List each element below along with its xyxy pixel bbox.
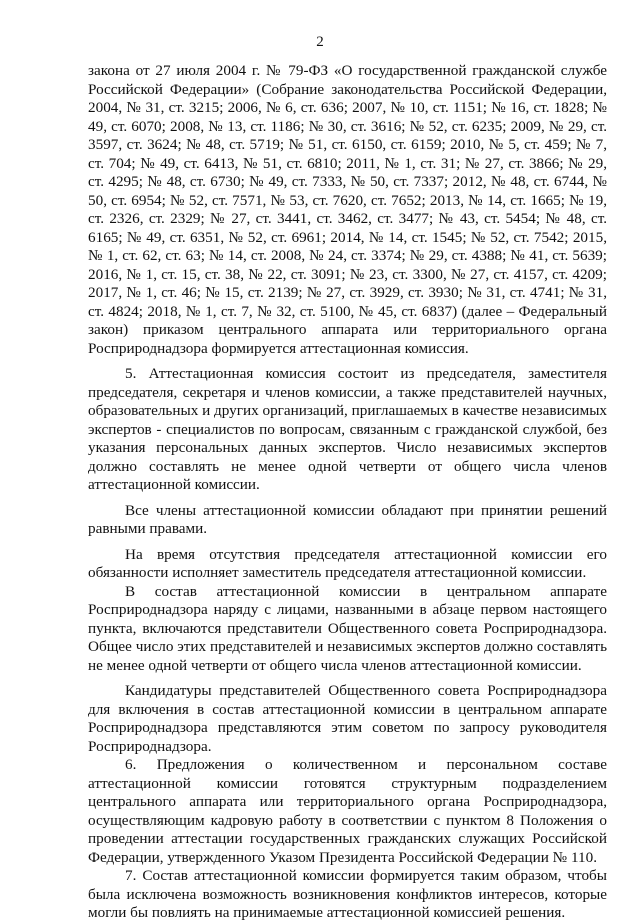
paragraph-6-proposals: 6. Предложения о количественном и персональном составе аттестационной комиссии готовятся структурным подразделением центрального аппарата или территориального органа Росприроднадзора, осуществляющим кадровую работу в соответствии с пунктом 8 Положения о проведении аттестации государственных гражданских служащих Российской Федерации, утвержденного Указом Президента Российской Федерации № 110. [88, 756, 607, 866]
paragraph-candidates: Кандидатуры представителей Общественного совета Росприроднадзора для включения в состав аттестационной комиссии в центральном аппарате Росприроднадзора представляются этим советом по запросу руководителя Росприроднадзора. [88, 682, 607, 755]
paragraph-7-conflict: 7. Состав аттестационной комиссии формируется таким образом, чтобы была исключена возможность возникновения конфликтов интересов, которые могли бы повлиять на принимаемые аттестационной комиссией решения. [88, 867, 607, 921]
page-number: 2 [316, 34, 324, 50]
paragraph-deputy-chair: На время отсутствия председателя аттестационной комиссии его обязанности исполняет заместитель председателя аттестационной комиссии. [88, 545, 607, 581]
paragraph-equal-rights: Все члены аттестационной комиссии обладают при принятии решений равными правами. [88, 501, 607, 537]
paragraph-public-council: В состав аттестационной комиссии в центральном аппарате Росприроднадзора наряду с лицами, названными в абзаце первом настоящего пункта, включаются представители Общественного совета Росприроднадзора. Общее число этих представителей и независимых экспертов должно составлять не менее одной четверти от общего числа членов аттестационной комиссии. [88, 582, 607, 674]
paragraph-5-composition: 5. Аттестационная комиссия состоит из председателя, заместителя председателя, секретаря и членов комиссии, а также представителей научных, образовательных и других организаций, приглашаемых в качестве независимых экспертов - специалистов по вопросам, связанным с гражданской службой, без указания персональных данных экспертов. Число независимых экспертов должно составлять не менее одной четверти от общего числа членов аттестационной комиссии. [88, 365, 607, 493]
paragraph-law-citation: закона от 27 июля 2004 г. № 79-ФЗ «О государственной гражданской службе Российской Федерации» (Собрание законодательства Российской Федерации, 2004, № 31, ст. 3215; 2006, № 6, ст. 636; 2007, № 10, ст. 1151; № 16, ст. 1828; № 49, ст. 6070; 2008, № 13, ст. 1186; № 30, ст. 3616; № 52, ст. 6235; 2009, № 29, ст. 3597, ст. 3624; № 48, ст. 5719; № 51, ст. 6150, ст. 6159; 2010, № 5, ст. 459; № 7, ст. 704; № 49, ст. 6413, № 51, ст. 6810; 2011, № 1, ст. 31; № 27, ст. 3866; № 29, ст. 4295; № 48, ст. 6730; № 49, ст. 7333, № 50, ст. 7337; 2012, № 48, ст. 6744, № 50, ст. 6954; № 52, ст. 7571, № 53, ст. 7620, ст. 7652; 2013, № 14, ст. 1665; № 19, ст. 2326, ст. 2329; № 27, ст. 3441, ст. 3462, ст. 3477; № 43, ст. 5454; № 48, ст. 6165; № 49, ст. 6351, № 52, ст. 6961; 2014, № 14, ст. 1545; № 52, ст. 7542; 2015, № 1, ст. 62, ст. 63; № 14, ст. 2008, № 24, ст. 3374; № 29, ст. 4388; № 41, ст. 5639; 2016, № 1, ст. 15, ст. 38, № 22, ст. 3091; № 23, ст. 3300, № 27, ст. 4157, ст. 4209; 2017, № 1, ст. 46; № 15, ст. 2139; № 27, ст. 3929, ст. 3930; № 31, ст. 4741; № 31, ст. 4824; 2018, № 1, ст. 7, № 32, ст. 5100, № 45, ст. 6837) (далее – Федеральный закон) приказом центрального аппарата или территориального органа Росприроднадзора формируется аттестационная комиссия. [88, 62, 607, 357]
document-body [88, 62, 607, 923]
